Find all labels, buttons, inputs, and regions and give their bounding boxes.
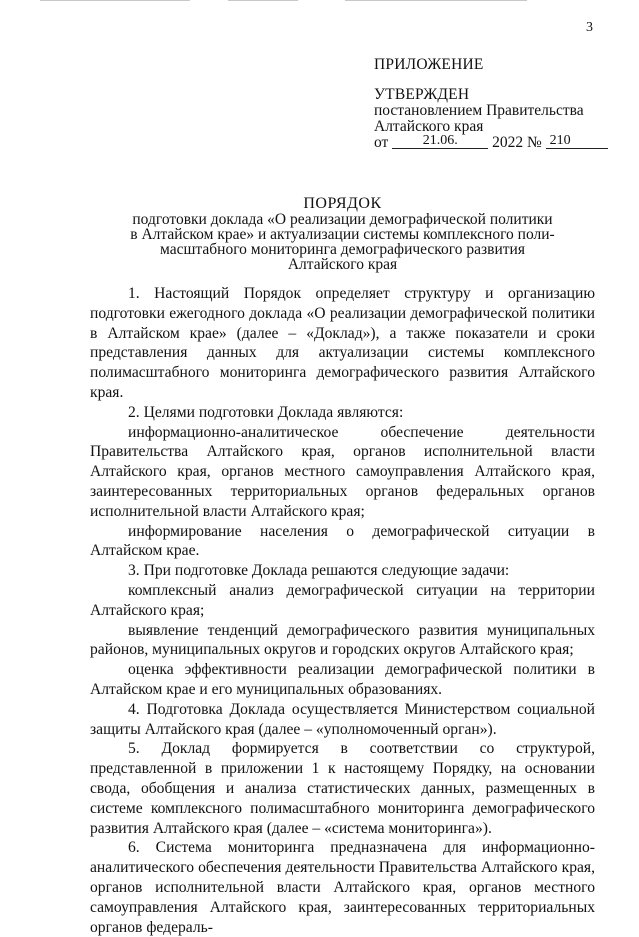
body-paragraph: 1. Настоящий Порядок определяет структуру и организацию подготовки ежегодного доклада «О реализации демографической политики в Алтайском крае» (далее – «Доклад»), а также показатели и сроки представления данных для актуализации системы комплексного полимасштабного мониторинга демографического развития Алтайского края. — [90, 285, 595, 401]
resolution-number-field: 210 — [546, 134, 608, 149]
document-title: ПОРЯДОК — [303, 195, 382, 212]
scan-edge-line-right — [345, 0, 527, 1]
body-paragraph: 4. Подготовка Доклада осуществляется Министерством социальной защиты Алтайского края (далее – «уполномоченный орган»). — [90, 700, 595, 738]
date-prefix: от — [374, 134, 389, 151]
date-day-field: 21.06. — [392, 134, 488, 149]
scan-edge-line-mid — [228, 0, 298, 1]
body-paragraph: информирование населения о демографической ситуации в Алтайском крае. — [90, 522, 595, 560]
approval-region-line: Алтайского края — [374, 118, 484, 135]
scan-edge-line-left — [40, 0, 190, 1]
document-title-block — [90, 196, 595, 272]
title-subline: масштабного мониторинга демографического развития — [160, 241, 525, 258]
document-body — [90, 284, 595, 937]
body-paragraph: 2. Целями подготовки Доклада являются: — [128, 403, 404, 421]
approved-heading: УТВЕРЖДЕН — [374, 86, 470, 103]
body-paragraph: 5. Доклад формируется в соответствии со структурой, представленной в приложении 1 к настоящему Порядку, на основании свода, обобщения и анализа статистических данных, размещенных в системе комплексного полимасштабного мониторинга демографического развития Алтайского края (далее – «система мониторинга»). — [90, 740, 595, 837]
title-subline: в Алтайском крае» и актуализации системы комплексного поли- — [130, 226, 555, 243]
body-paragraph: 3. При подготовке Доклада решаются следующие задачи: — [128, 562, 510, 580]
body-paragraph: информационно-аналитическое обеспечение деятельности Правительства Алтайского края, органов исполнительной власти Алтайского края, органов местного самоуправления Алтайского края, заинтересованных территориальных органов федеральных органов исполнительной власти Алтайского края; — [90, 423, 595, 520]
appendix-heading: ПРИЛОЖЕНИЕ — [374, 56, 484, 73]
title-subline: Алтайского края — [287, 256, 398, 273]
date-year-label: 2022 № — [492, 134, 542, 151]
approval-resolution-line: постановлением Правительства — [374, 102, 584, 119]
body-paragraph: комплексный анализ демографической ситуации на территории Алтайского края; — [90, 581, 595, 619]
body-paragraph: выявление тенденций демографического развития муниципальных районов, муниципальных округов и городских округов Алтайского края; — [90, 621, 595, 659]
approval-stamp-block — [374, 57, 614, 152]
approval-date-row — [374, 135, 614, 152]
page-number: 3 — [586, 20, 593, 35]
body-paragraph: 6. Система мониторинга предназначена для информационно-аналитического обеспечения деятельности Правительства Алтайского края, органов исполнительной власти Алтайского края, органов местного самоуправления Алтайского края, заинтересованных территориальных органов федераль- — [90, 839, 595, 936]
body-paragraph: оценка эффективности реализации демографической политики в Алтайском крае и его муниципальных образованиях. — [90, 661, 595, 698]
title-subline: подготовки доклада «О реализации демографической политики — [132, 211, 553, 228]
